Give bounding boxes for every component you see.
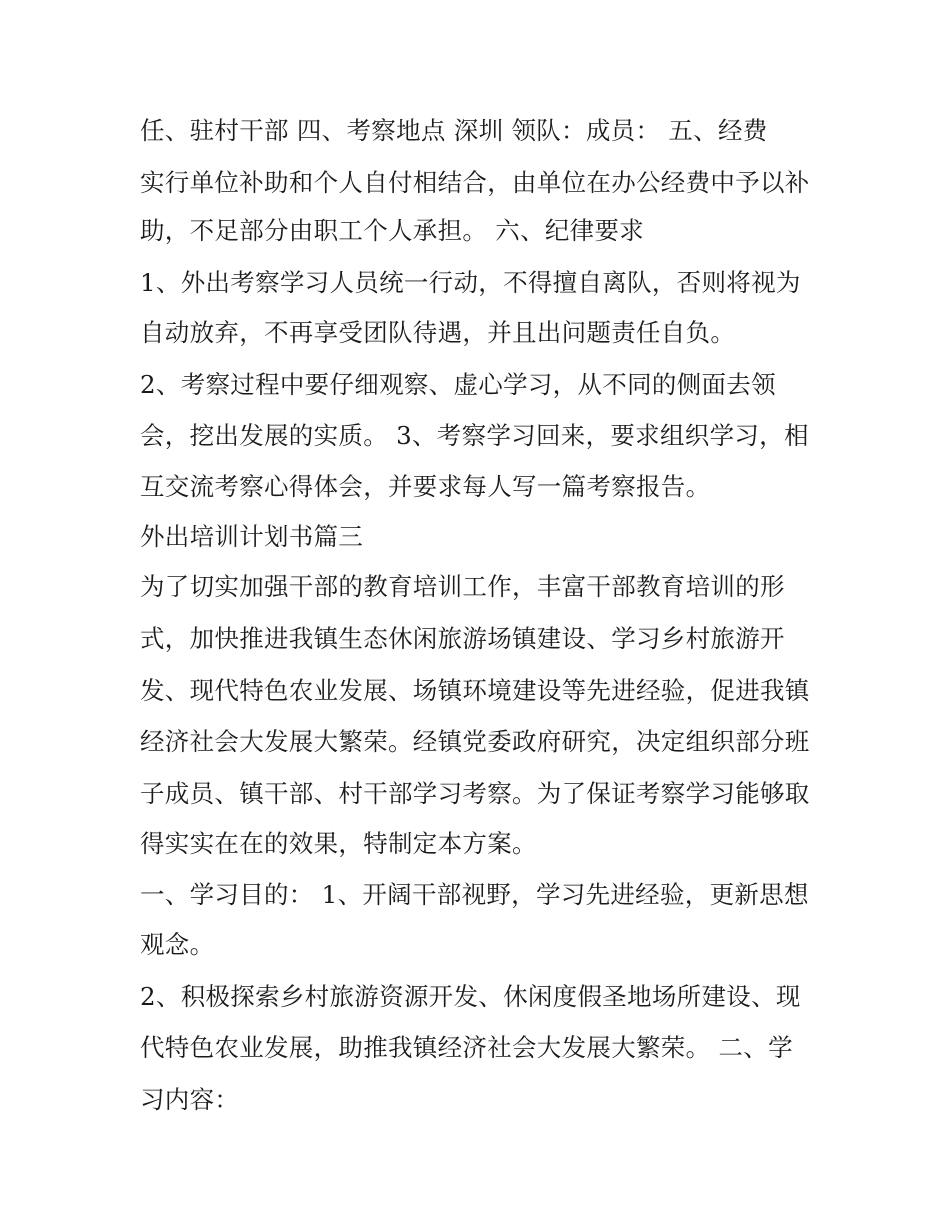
text-line: 代特色农业发展，助推我镇经济社会大发展大繁荣。 二、学 [140, 1033, 793, 1062]
text-line: 实行单位补助和个人自付相结合，由单位在办公经费中予以补 [140, 168, 810, 197]
text-line: 1、外出考察学习人员统一行动，不得擅自离队，否则将视为 [140, 268, 801, 297]
text-line: 观念。 [140, 930, 215, 959]
text-line: 习内容： [140, 1085, 240, 1114]
text-line: 2、考察过程中要仔细观察、虚心学习，从不同的侧面去领 [140, 370, 776, 399]
text-line: 2、积极探索乡村旅游资源开发、休闲度假圣地场所建设、现 [140, 982, 801, 1011]
text-line: 自动放弃，不再享受团队待遇，并且出问题责任自负。 [140, 318, 736, 347]
text-line: 助，不足部分由职工个人承担。 六、纪律要求 [140, 216, 645, 245]
text-line: 任、驻村干部 四、考察地点 深圳 领队：成员： 五、经费 [140, 116, 768, 145]
text-line: 为了切实加强干部的教育培训工作，丰富干部教育培训的形 [140, 572, 785, 601]
text-line: 会，挖出发展的实质。 3、考察学习回来，要求组织学习，相 [140, 421, 809, 450]
section-heading: 外出培训计划书篇三 [140, 522, 364, 551]
text-line: 互交流考察心得体会，并要求每人写一篇考察报告。 [140, 472, 711, 501]
text-line: 得实实在在的效果，特制定本方案。 [140, 829, 537, 858]
text-line: 发、现代特色农业发展、场镇环境建设等先进经验，促进我镇 [140, 676, 810, 705]
text-line: 式，加快推进我镇生态休闲旅游场镇建设、学习乡村旅游开 [140, 624, 785, 653]
text-line: 一、学习目的： 1、开阔干部视野，学习先进经验，更新思想 [140, 880, 809, 909]
text-line: 子成员、镇干部、村干部学习考察。为了保证考察学习能够取 [140, 779, 810, 808]
text-line: 经济社会大发展大繁荣。经镇党委政府研究，决定组织部分班 [140, 727, 810, 756]
